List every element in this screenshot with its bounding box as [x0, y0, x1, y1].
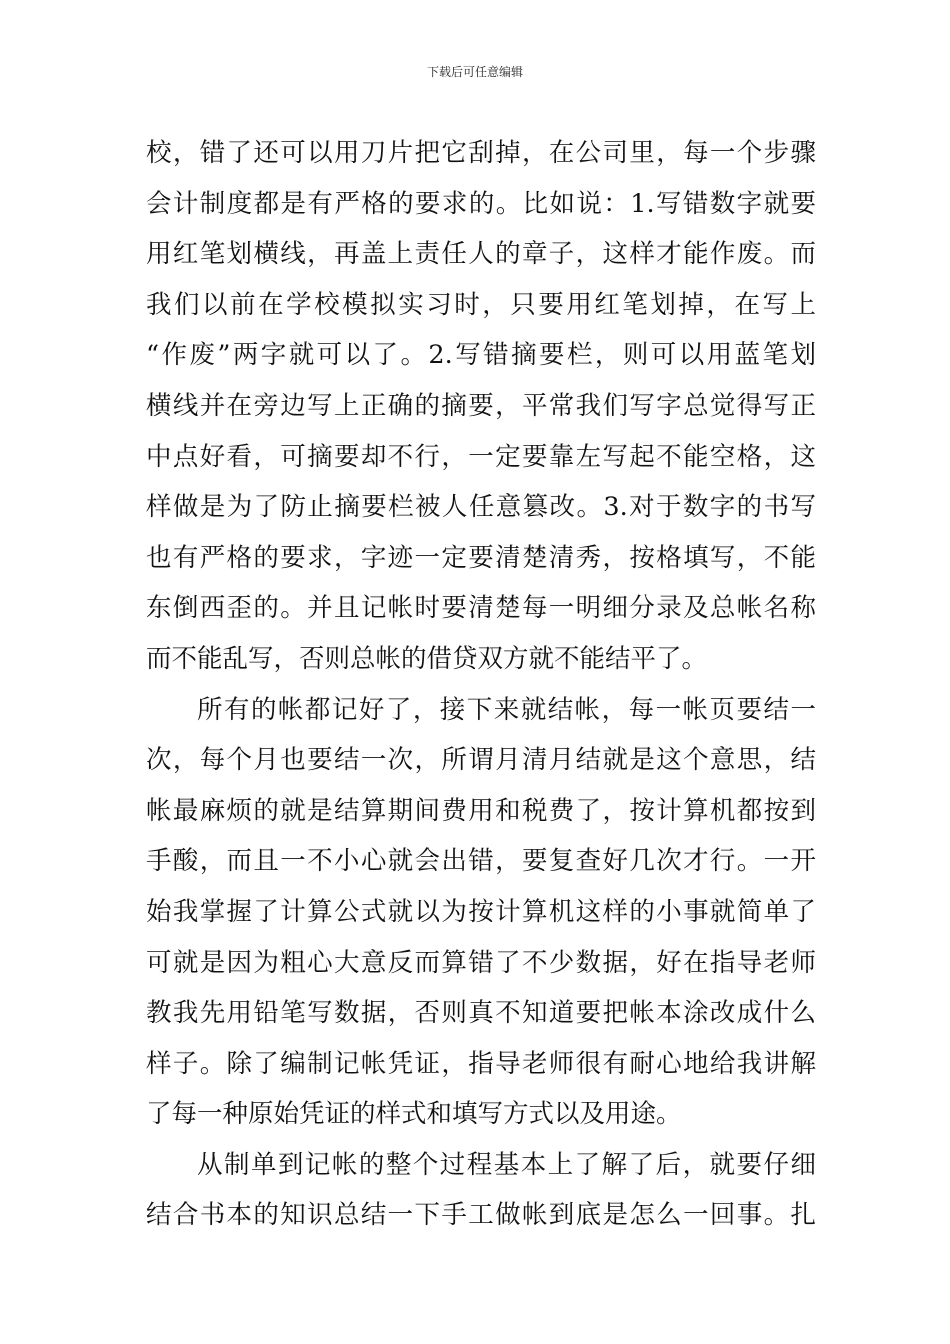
text-line: 横线并在旁边写上正确的摘要，平常我们写字总觉得写正 [146, 390, 816, 421]
text-line: 而不能乱写，否则总帐的借贷双方就不能结平了。 [146, 643, 708, 674]
text-line: 所有的帐都记好了，接下来就结帐，每一帐页要结一 [197, 694, 816, 725]
text-line: 样做是为了防止摘要栏被人任意篡改。3.对于数字的书写 [146, 492, 816, 523]
text-line: “作废”两字就可以了。2.写错摘要栏，则可以用蓝笔划 [146, 340, 816, 371]
text-line: 可就是因为粗心大意反而算错了不少数据，好在指导老师 [146, 947, 816, 978]
text-line: 次，每个月也要结一次，所谓月清月结就是这个意思，结 [146, 745, 816, 776]
body-text [146, 128, 816, 1241]
text-line: 中点好看，可摘要却不行，一定要靠左写起不能空格，这 [146, 441, 816, 472]
text-line: 校，错了还可以用刀片把它刮掉，在公司里，每一个步骤 [146, 138, 816, 168]
text-line: 会计制度都是有严格的要求的。比如说：1.写错数字就要 [146, 188, 816, 219]
text-line: 教我先用铅笔写数据，否则真不知道要把帐本涂改成什么 [146, 998, 816, 1029]
text-line: 帐最麻烦的就是结算期间费用和税费了，按计算机都按到 [146, 795, 816, 826]
page-header: 下载后可任意编辑 [426, 65, 523, 79]
text-line: 也有严格的要求，字迹一定要清楚清秀，按格填写，不能 [146, 542, 816, 573]
text-line: 了每一种原始凭证的样式和填写方式以及用途。 [146, 1099, 682, 1130]
text-line: 样子。除了编制记帐凭证，指导老师很有耐心地给我讲解 [146, 1048, 816, 1079]
text-line: 手酸，而且一不小心就会出错，要复查好几次才行。一开 [146, 846, 816, 877]
text-line: 东倒西歪的。并且记帐时要清楚每一明细分录及总帐名称 [146, 593, 816, 624]
text-line: 用红笔划横线，再盖上责任人的章子，这样才能作废。而 [146, 239, 816, 270]
text-line: 我们以前在学校模拟实习时，只要用红笔划掉，在写上 [146, 289, 816, 320]
text-line: 始我掌握了计算公式就以为按计算机这样的小事就简单了 [146, 896, 816, 927]
text-line: 结合书本的知识总结一下手工做帐到底是怎么一回事。扎 [146, 1200, 816, 1231]
text-line: 从制单到记帐的整个过程基本上了解了后，就要仔细 [197, 1149, 816, 1180]
